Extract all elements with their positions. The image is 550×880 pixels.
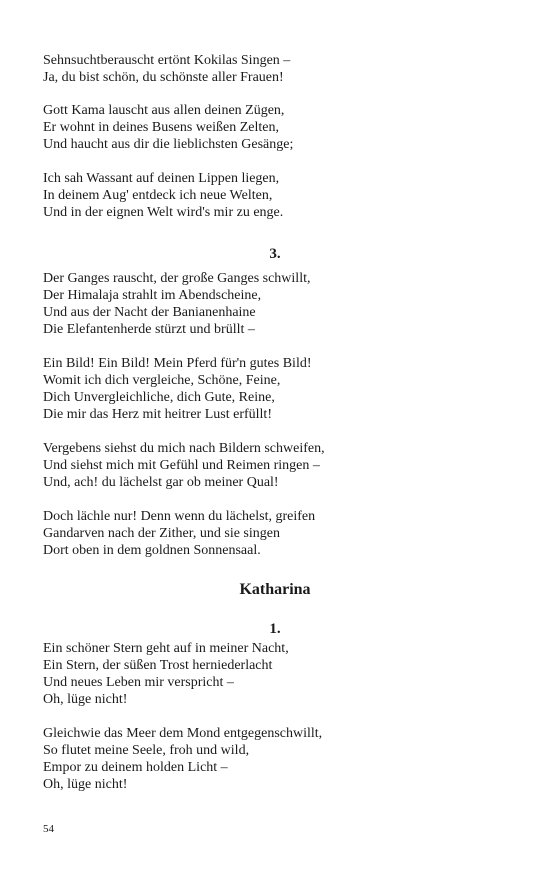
verse-line: Vergebens siehst du mich nach Bildern schweifen, bbox=[43, 441, 325, 456]
poem-title: Katharina bbox=[239, 581, 311, 598]
verse-line: Gandarven nach der Zither, und sie singen bbox=[43, 526, 280, 541]
verse-line: Und aus der Nacht der Banianenhaine bbox=[43, 305, 256, 320]
section-number: 1. bbox=[269, 621, 281, 637]
verse-line: Oh, lüge nicht! bbox=[43, 692, 128, 707]
verse-line: Ein schöner Stern geht auf in meiner Nacht, bbox=[43, 641, 289, 656]
verse-line: Ich sah Wassant auf deinen Lippen liegen, bbox=[43, 171, 280, 186]
verse-line: Oh, lüge nicht! bbox=[43, 777, 128, 792]
verse-line: Die mir das Herz mit heitrer Lust erfüllt! bbox=[43, 407, 272, 422]
verse-line: Sehnsuchtberauscht ertönt Kokilas Singen – bbox=[43, 53, 291, 68]
verse-line: Und neues Leben mir verspricht – bbox=[43, 675, 234, 690]
verse-line: Der Himalaja strahlt im Abendscheine, bbox=[43, 288, 262, 303]
page-number: 54 bbox=[43, 823, 54, 835]
verse-line: Und haucht aus dir die lieblichsten Gesänge; bbox=[43, 137, 294, 152]
verse-line: Und siehst mich mit Gefühl und Reimen ringen – bbox=[43, 458, 320, 473]
section-number: 3. bbox=[269, 246, 281, 262]
verse-line: In deinem Aug' entdeck ich neue Welten, bbox=[43, 188, 273, 203]
verse-line: Womit ich dich vergleiche, Schöne, Feine, bbox=[43, 373, 281, 388]
verse-line: Dich Unvergleichliche, dich Gute, Reine, bbox=[43, 390, 275, 405]
verse-line: Er wohnt in deines Busens weißen Zelten, bbox=[43, 120, 280, 135]
verse-line: So flutet meine Seele, froh und wild, bbox=[43, 743, 250, 758]
verse-line: Und, ach! du lächelst gar ob meiner Qual! bbox=[43, 475, 279, 490]
verse-line: Dort oben in dem goldnen Sonnensaal. bbox=[43, 543, 261, 558]
verse-line: Doch lächle nur! Denn wenn du lächelst, greifen bbox=[43, 509, 316, 524]
verse-line: Ja, du bist schön, du schönste aller Frauen! bbox=[43, 70, 284, 85]
verse-line: Empor zu deinem holden Licht – bbox=[43, 760, 228, 775]
verse-line: Gott Kama lauscht aus allen deinen Zügen, bbox=[43, 103, 285, 118]
verse-line: Und in der eignen Welt wird's mir zu enge. bbox=[43, 205, 284, 220]
verse-line: Ein Bild! Ein Bild! Mein Pferd für'n gutes Bild! bbox=[43, 356, 312, 371]
verse-line: Der Ganges rauscht, der große Ganges schwillt, bbox=[43, 271, 311, 286]
verse-line: Gleichwie das Meer dem Mond entgegenschwillt, bbox=[43, 726, 323, 741]
verse-line: Ein Stern, der süßen Trost herniederlacht bbox=[43, 658, 273, 673]
verse-line: Die Elefantenherde stürzt und brüllt – bbox=[43, 322, 255, 337]
